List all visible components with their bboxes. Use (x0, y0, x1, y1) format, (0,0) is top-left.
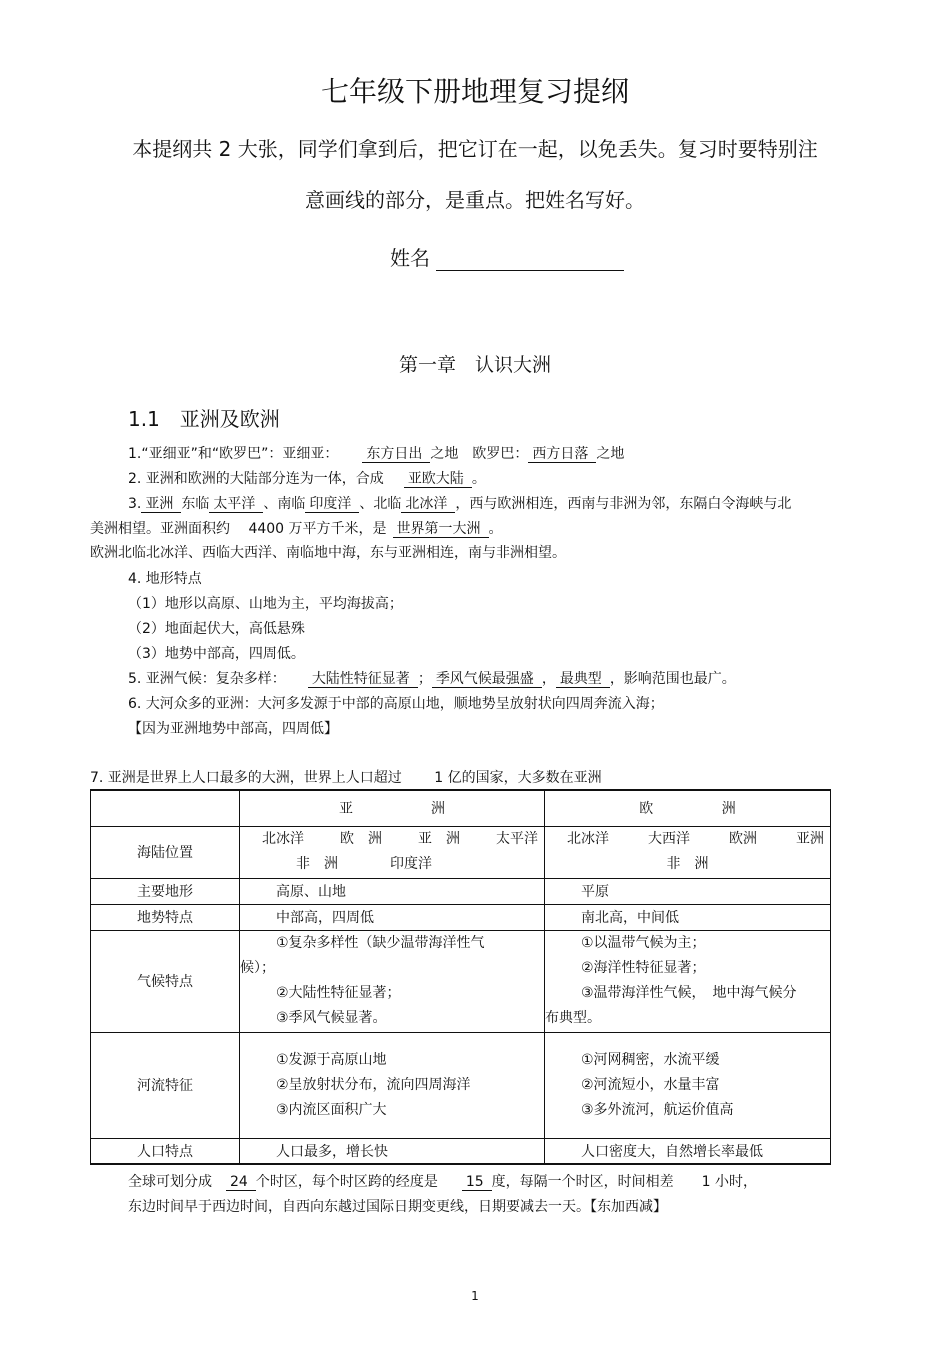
name-blank[interactable] (436, 246, 624, 271)
item-6-note: 【因为亚洲地势中部高，四周低】 (128, 721, 338, 737)
asia-terrain: 高原、山地 (240, 878, 545, 904)
header-asia: 亚 洲 (240, 790, 545, 826)
table-row (91, 904, 831, 930)
table-row (91, 1032, 831, 1138)
row-label: 主要地形 (91, 878, 240, 904)
item-7: 7. 亚洲是世界上人口最多的大洲，世界上人口超过 1 亿的国家，大多数在亚洲 (90, 770, 602, 786)
asia-europe-comparison-table (90, 789, 831, 1165)
table-row (91, 826, 831, 878)
europe-location: 北冰洋 大西洋 欧洲 亚洲 非 洲 (545, 826, 831, 878)
item-6: 6. 大河众多的亚洲：大河多发源于中部的高原山地，顺地势呈放射状向四周奔流入海； (128, 696, 664, 712)
item-1: 1.“亚细亚”和“欧罗巴”：亚细亚： 东方日出 之地 欧罗巴： 西方日落 之地 (128, 446, 625, 462)
name-field[interactable] (390, 242, 624, 271)
table-row (91, 878, 831, 904)
item-3-continued: 美洲相望。亚洲面积约 4400 万平方千米，是 世界第一大洲 。 (90, 521, 503, 537)
row-label: 人口特点 (91, 1138, 240, 1164)
asia-population: 人口最多，增长快 (240, 1138, 545, 1164)
row-label: 气候特点 (91, 930, 240, 1032)
table-row (91, 930, 831, 1032)
europe-terrain: 平原 (545, 878, 831, 904)
timezone-line-1: 全球可划分成 24 个时区，每个时区跨的经度是 15 度，每隔一个时区，时间相差 1 小时， (128, 1174, 758, 1190)
name-label: 姓名 (390, 246, 430, 270)
europe-climate: ①以温带气候为主； ②海洋性特征显著； ③温带海洋性气候， 地中海气候分 布典型。 (545, 930, 831, 1032)
item-5: 5. 亚洲气候：复杂多样： 大陆性特征显著 ； 季风气候最强盛 ， 最典型 ，影响范围也最广。 (128, 671, 736, 687)
item-3: 3. 亚洲 东临 太平洋 、南临 印度洋 、北临 北冰洋 ，西与欧洲相连，西南与非洲为邻，东隔白令海峡与北 (128, 496, 792, 512)
asia-rivers: ①发源于高原山地 ②呈放射状分布，流向四周海洋 ③内流区面积广大 (240, 1032, 545, 1138)
row-label: 海陆位置 (91, 826, 240, 878)
asia-location: 北冰洋 欧 洲 亚 洲 太平洋 非 洲 印度洋 (240, 826, 545, 878)
intro-line-2: 意画线的部分，是重点。把姓名写好。 (305, 188, 645, 212)
table-row (91, 1138, 831, 1164)
page-number: 1 (471, 1289, 479, 1303)
timezone-line-2: 东边时间早于西边时间，自西向东越过国际日期变更线，日期要减去一天。【东加西减】 (128, 1199, 667, 1215)
europe-population: 人口密度大，自然增长率最低 (545, 1138, 831, 1164)
item-4-3: （3）地势中部高，四周低。 (128, 646, 305, 662)
asia-elevation: 中部高，四周低 (240, 904, 545, 930)
item-2: 2. 亚洲和欧洲的大陆部分连为一体，合成 亚欧大陆 。 (128, 471, 486, 487)
europe-rivers: ①河网稠密，水流平缓 ②河流短小，水量丰富 ③多外流河，航运价值高 (545, 1032, 831, 1138)
chapter-title: 第一章 认识大洲 (398, 354, 551, 376)
intro-line-1: 本提纲共 2 大张，同学们拿到后，把它订在一起，以免丢失。复习时要特别注 (132, 137, 818, 161)
table-row-header (91, 790, 831, 826)
document-title: 七年级下册地理复习提纲 (320, 75, 629, 108)
header-europe: 欧 洲 (545, 790, 831, 826)
row-label: 河流特征 (91, 1032, 240, 1138)
asia-climate: ①复杂多样性（缺少温带海洋性气 候）； ②大陆性特征显著； ③季风气候显著。 (240, 930, 545, 1032)
item-4: 4. 地形特点 (128, 571, 202, 587)
table-corner-cell (91, 790, 240, 826)
item-4-2: （2）地面起伏大，高低悬殊 (128, 621, 305, 637)
europe-line: 欧洲北临北冰洋、西临大西洋、南临地中海，东与亚洲相连，南与非洲相望。 (90, 545, 566, 561)
row-label: 地势特点 (91, 904, 240, 930)
item-4-1: （1）地形以高原、山地为主，平均海拔高； (128, 596, 403, 612)
section-title: 1.1 亚洲及欧洲 (128, 407, 280, 431)
europe-elevation: 南北高，中间低 (545, 904, 831, 930)
